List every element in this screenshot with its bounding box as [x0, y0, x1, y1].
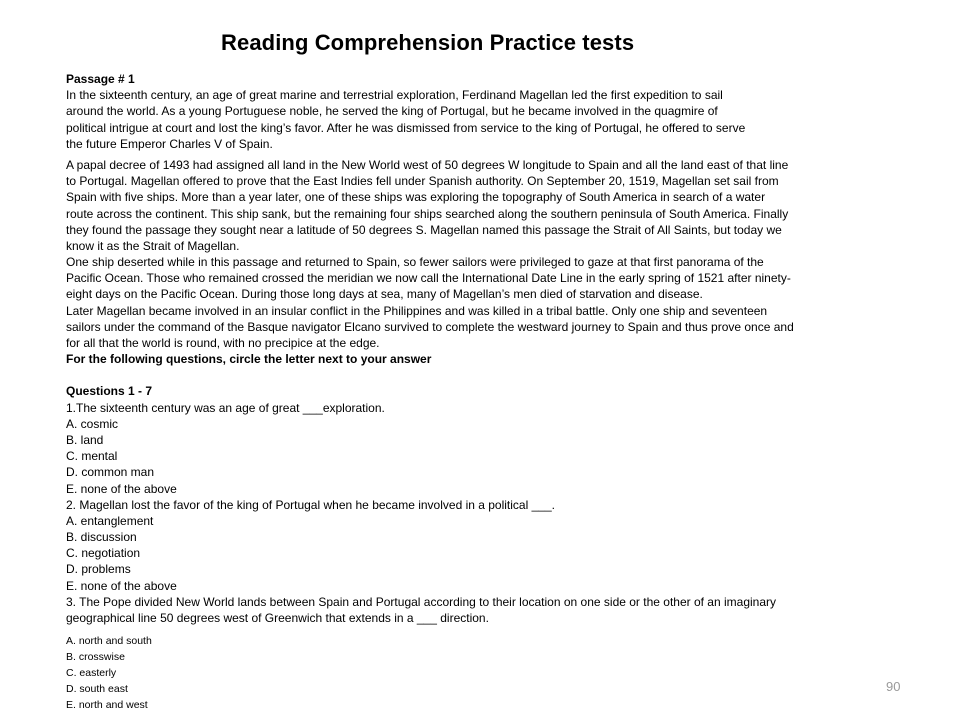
passage-heading: Passage # 1: [66, 72, 135, 86]
question-1: [66, 400, 886, 497]
page-title: Reading Comprehension Practice tests: [221, 30, 635, 55]
passage-paragraph-2: [66, 157, 886, 351]
text-line: Spain with five ships. More than a year later, one of these ships was exploring the topography of South America in search of a water: [66, 190, 766, 205]
question-text: 3. The Pope divided New World lands between Spain and Portugal according to their location on one side or the other of an imaginary: [66, 594, 776, 609]
answer-option[interactable]: A. entanglement: [66, 513, 154, 528]
text-line: A papal decree of 1493 had assigned all land in the New World west of 50 degrees W longitude to Spain and all the land east of that line: [66, 157, 789, 172]
answer-option[interactable]: C. mental: [66, 449, 118, 464]
page-number: 90: [886, 679, 901, 694]
question-text: geographical line 50 degrees west of Greenwich that extends in a ___ direction.: [66, 611, 489, 625]
text-line: for all that the world is round, with no precipice at the edge.: [66, 336, 380, 350]
text-line: around the world. As a young Portuguese noble, he served the king of Portugal, but he became involved in the quagmire of: [66, 104, 718, 119]
blank-line: [66, 367, 886, 383]
answer-option[interactable]: B. land: [66, 432, 104, 447]
questions-heading: Questions 1 - 7: [66, 384, 153, 399]
text-line: Later Magellan became involved in an insular conflict in the Philippines and was killed in a tribal battle. Only one ship and seventeen: [66, 303, 768, 318]
text-line: One ship deserted while in this passage and returned to Spain, so fewer sailors were privileged to gaze at that first panorama of the: [66, 255, 764, 270]
passage-paragraph-1: [66, 87, 886, 152]
text-line: sailors under the command of the Basque navigator Elcano survived to complete the westward journey to Spain and thus prove once and: [66, 319, 794, 334]
answer-option[interactable]: E. north and west: [66, 699, 148, 711]
question-text: 1.The sixteenth century was an age of great ___exploration.: [66, 400, 385, 415]
question-text: 2. Magellan lost the favor of the king of Portugal when he became involved in a political ___.: [66, 497, 555, 512]
answer-option[interactable]: A. cosmic: [66, 416, 119, 431]
text-line: In the sixteenth century, an age of great marine and terrestrial exploration, Ferdinand Magellan led the first expedition to sail: [66, 88, 723, 103]
answer-option[interactable]: B. discussion: [66, 530, 137, 545]
answer-option[interactable]: D. problems: [66, 562, 131, 577]
document-body: [66, 71, 886, 626]
text-line: route across the continent. This ship sank, but the remaining four ships searched along the southern peninsula of South America. Finally: [66, 206, 789, 221]
question-3: [66, 594, 886, 626]
answer-option[interactable]: D. common man: [66, 465, 155, 480]
answer-option[interactable]: A. north and south: [66, 635, 152, 647]
text-line: political intrigue at court and lost the king’s favor. After he was dismissed from service to the king of Portugal, he offered to serve: [66, 120, 746, 135]
question-3-options: [66, 633, 152, 713]
instructions: For the following questions, circle the letter next to your answer: [66, 352, 432, 367]
text-line: Pacific Ocean. Those who remained crossed the meridian we now call the International Date Line in the early spring of 1521 after ninety-: [66, 271, 791, 286]
answer-option[interactable]: B. crosswise: [66, 651, 125, 663]
text-line: they found the passage they sought near a latitude of 50 degrees S. Magellan named this passage the Strait of All Saints, but today we: [66, 222, 782, 237]
text-line: eight days on the Pacific Ocean. During those long days at sea, many of Magellan’s men died of starvation and disease.: [66, 287, 703, 302]
answer-option[interactable]: C. negotiation: [66, 546, 141, 561]
text-line: to Portugal. Magellan offered to prove that the East Indies fell under Spanish authority. On September 20, 1519, Magellan set sail from: [66, 174, 779, 189]
answer-option[interactable]: E. none of the above: [66, 578, 177, 593]
answer-option[interactable]: C. easterly: [66, 667, 117, 679]
answer-option[interactable]: E. none of the above: [66, 481, 177, 496]
question-2: [66, 497, 886, 594]
answer-option[interactable]: D. south east: [66, 683, 128, 695]
text-line: the future Emperor Charles V of Spain.: [66, 136, 273, 151]
text-line: know it as the Strait of Magellan.: [66, 238, 240, 253]
